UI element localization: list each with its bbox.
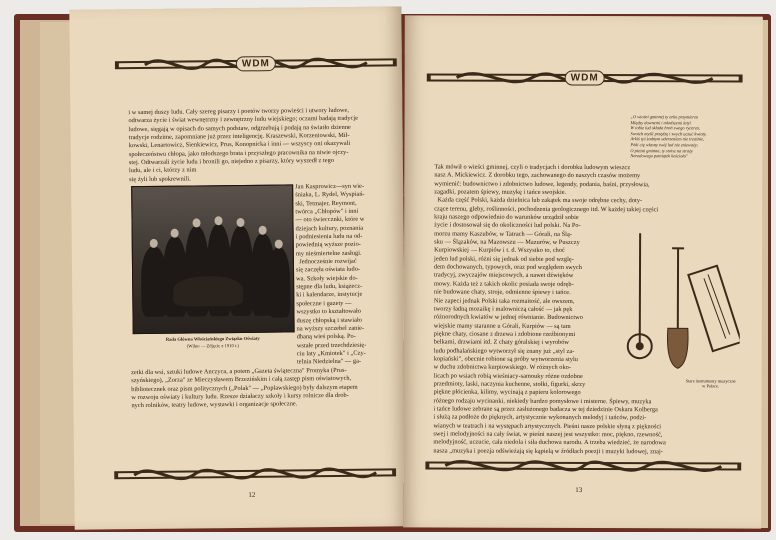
wdm-logo: WDM — [236, 56, 276, 71]
left-text-bottom: zetki dla wsi, sztuki ludowe Anczyca, a potem „Gazeta świąteczna" Promyka (Prus- szyńskiego), „Zorza" ze Mieczysławem Brzezińskim i całą zastęp pism oświatowych, bibliotecznek oraz pism politycznych („Polak" — „Poplawskiego) były dalszym etapem w rozwoju oświaty i kultury ludu. Rzesze działaczy szkoły i kursy rolnicze dla drob- nych rolników, teatry ludowe, wystawki i organizacje społeczne. — [131, 366, 358, 410]
photo-caption: Rada Główna Włościańskiego Związku Oświaty — [165, 335, 260, 342]
page-number: 12 — [248, 490, 256, 499]
group-photo — [131, 184, 295, 334]
right-text-main: Tak mówił o wieści gminnej, czyli o tradycjach i dorobku ludowym wieszcz nasz A. Mickiewicz. Z dorobku tego, zachowanego do naszych czasów możemy wymienić: budownictwo i zdobnictwo ludowe, legendy, podania, baśni, przysłowia, zagadki, pozatem śpiewy, muzykę i tańce swojskie. Każda część Polski, każda dzielnica lub zakątek ma swoje odrębne cechy, doty- czące terenu, gleby, roślinności, pochodzenia geologicznego itd. W każdej takiej części kraju naszego odpowiednio do warunków urządził sobie życie i dostosował się do okoliczności lud polski. Na Po- morzu mamy Kaszubów, w Tatrach — Górali, na Ślą- sku — Ślązaków, na Mazowszu — Mazurów, w Puszczy Kurpiowskiej — Kurpiów i t. d. Wszystko to, choć jeden lud polski, różni się jednak od siebie pod wzglę- dem dochowanych, typowych, oraz pod względem swych tradycyj, zwyczajów miejscowych, a nawet dźwięków mowy. Każda też z takich okolic posiada swoje odręb- nie budowane chaty, stroje, odmienne śpiewy i tańce. Nie zapeci jednak Polski taka rozmaitość, ale owszem, tworzy ładną mozaikę i malowniczą całość — jak pęk różnorodnych kwiatów w jednej równianie. Budownictwo wiejskie mamy staranne u Górali, Kurpiów — są tam piękne chaty, ciosane z drzewa i zdobione rzeźbionymi belkami, drzwiami itd. Z chaty góralskiej i wyrobów ludu podhalańskiego wytworzył się znany już „styl za- kopiański", obecnie robione są próby wytworzenia stylu w duchu zdobnictwa kurpiowskiego. W różnych oko- licach po wsiach robią wieśniacy-samouky różne ozdobne przedmioty, laski, naczynia kuchenne, stołki, figurki, skrzy piękne płócienka, kilimy, wycinają z papieru kolorowego różnego rodzaju wycinanki, niekiedy bardzo pomysłowe i misterne. Śpiewy, muzyka i tańce ludowe zebrane są przez zasłużonego badacza w tej dziedzinie Oskara Kolberga i służą za podłoże do pięknych, artystycznie wykonanych melodyj i tańców, podzi- wianych w teatrach i na występach artystycznych. Pieśni nasze polskie słyną z piękności swej i melodyjności na cały świat, w pieśni naszej jest wszystko: moc, piękno, rzewność, melodyjność, uczucie, cała niedola i siła duchowa narodu. A trzeba wiedzieć, że narodowa nasza „muzyka i poezja odświeżają się kąpielą w źródłach poezji i muzyki ludowej, znaj- — [433, 163, 666, 455]
right-page — [403, 15, 763, 528]
left-text-side: Jan Kasprowicz—syn wie- śniaka, L. Rydel, Wyspiań- ski, Tetmajer, Reymont, twórca „Chłopów" i inni — oto świeccznki, które w dziejach kultury, poznania i podniesienia ludu na od- powiednią wyższe pozio- my nieśmiertelne zasługi. Jednocześnie rozwijać się zaczęła oświata ludo- wa. Szkoły wiejskie do- stępne dla ludu, książecz- ki i kalendarze, instytucje społeczne i gazety — wszystko to kształtowało duszę chłopską i stawiało na wyższy szczebel zanie- dbaną wieś polską. Po- wstałe przed trzechdziesię- ciu laty „Kmiotek" i „Czy- telnia Niedzielna" — ga- — [295, 182, 367, 366]
instruments-caption: Stare instrumenty muzyczne w Polsce. — [685, 378, 736, 389]
poem-epigraph: „O wiośni gminnej ty arko przymierza Między dawnemi i młodszemi laty! W tobie lud składa broń swego rycerza, Swoich myśli przędzę i swych uczuć kwiaty. Arkiś tyś żadnym uderzeniem nie trzaśnie, Póki cię własny twój lud nie znieważy; O pieśni gminna, ty stoisz na straży Narodowego pamiątek kościoła" — [630, 114, 707, 159]
footer-ornament — [114, 458, 396, 489]
footer-ornament — [425, 451, 741, 480]
left-text-top: i w samej duszy ludu. Cały szereg pisarzy i poetów tworzy powieści i utwory ludowe, odtwarza życie i świat wewnętrzny i zewnętrzny ludu wiejskiego; oczami badają tradycje ludowe, sięgają w opisach do samych podstaw, odgrzebują i podają na światło dzienne tradycje rodzime, zapomniane już przez inteligencję. Kraszewski, Korzeniowski, Mił- kowski, Lenartowicz, Sienkiewicz, Prus, Konopnicka i inni — wszyscy oni okazywali społeczeństwu chłopa, jako młodszego brata i przyszłego pracownika na niwie ojczy- stej. Odtwarzali życie ludu i bronili go, niejedno z pisarzy, który wyszedł z tego ludu, ale i ci, którzy z nim się żyli lub spokrewnili. — [128, 106, 359, 183]
header-ornament — [115, 48, 397, 79]
header-ornament — [427, 63, 743, 92]
photo-caption-sub: (Wilno — Zdjęcie z 1910 r.) — [186, 342, 239, 349]
page-number: 13 — [575, 485, 583, 494]
wdm-logo: WDM — [565, 70, 605, 85]
left-page — [69, 6, 406, 529]
instruments-illustration — [620, 228, 741, 378]
